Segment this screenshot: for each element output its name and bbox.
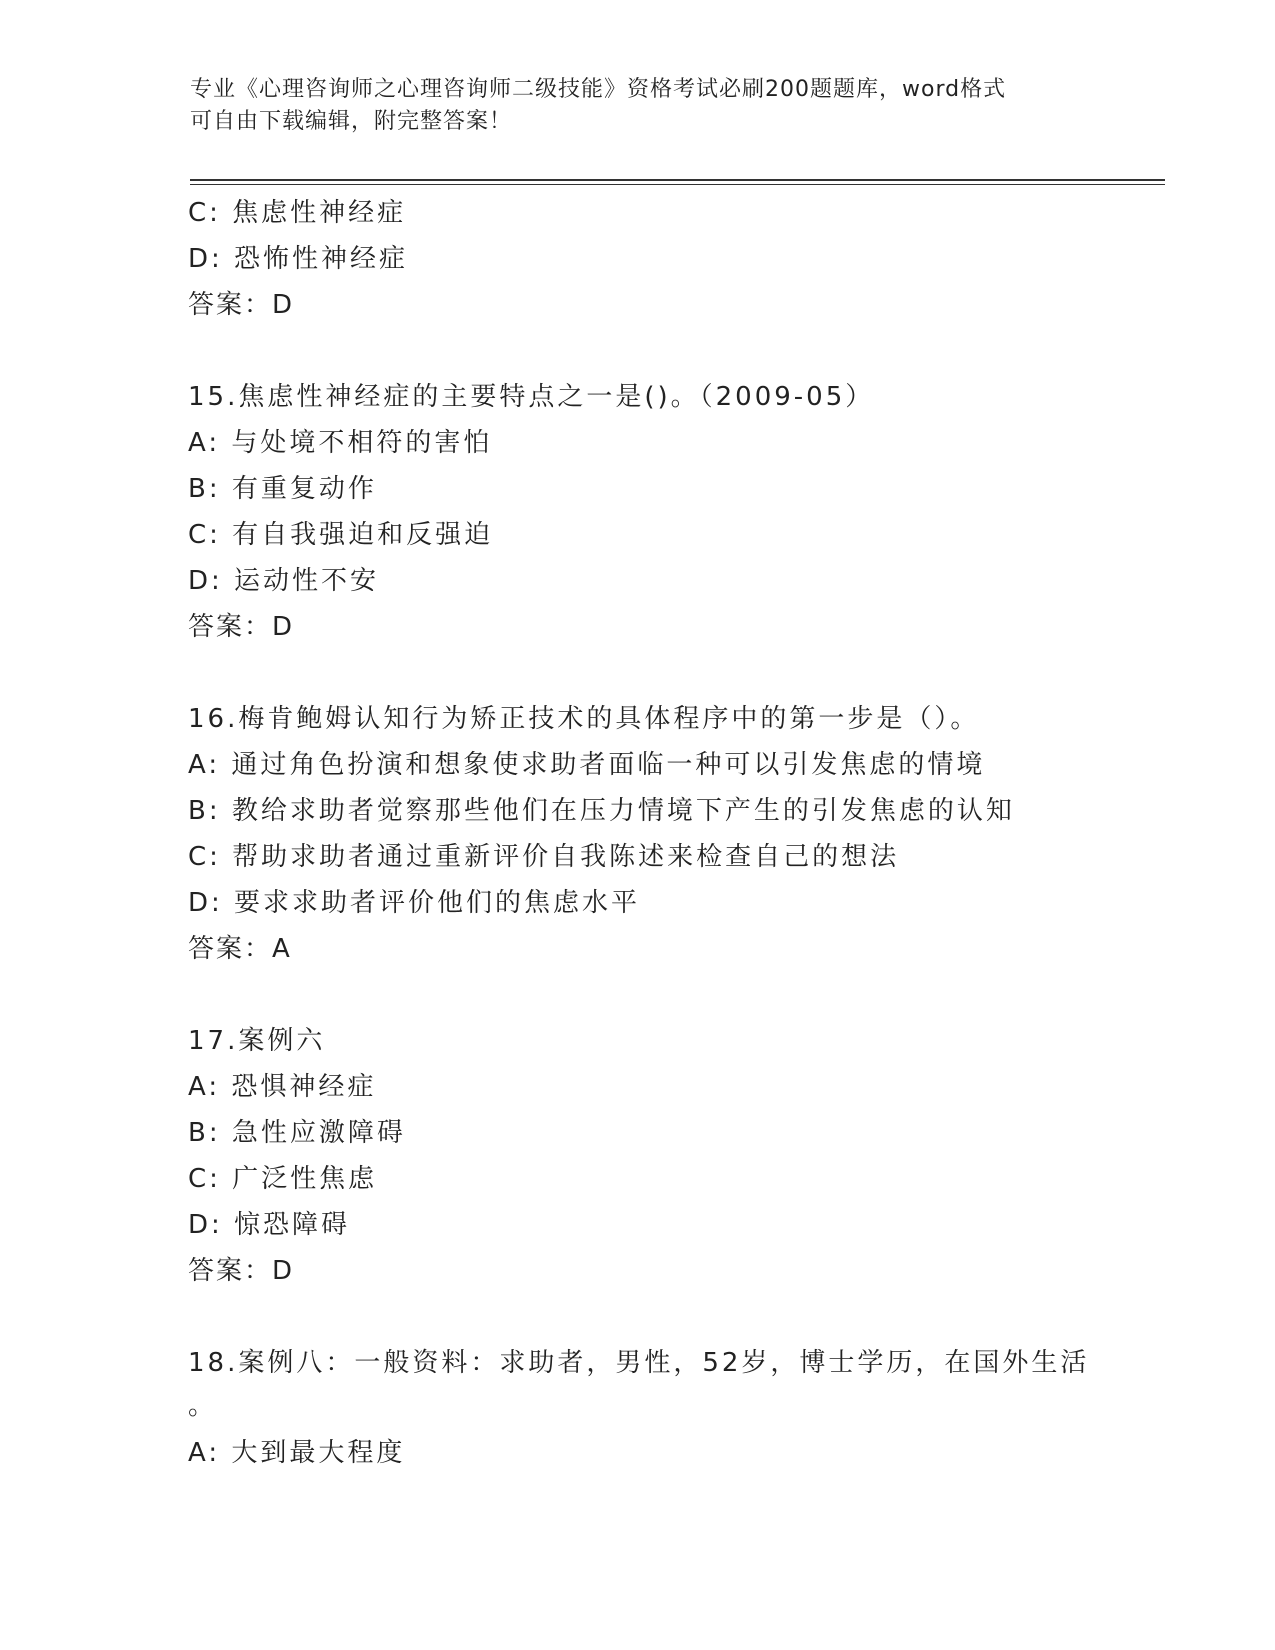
question-stem: 18.案例八：一般资料：求助者，男性，52岁，博士学历，在国外生活 <box>188 1348 1090 1378</box>
answer: 答案：D <box>188 1256 295 1286</box>
option-c: C: 有自我强迫和反强迫 <box>188 520 494 550</box>
option-d: D: 运动性不安 <box>188 566 380 596</box>
option-c: C: 广泛性焦虑 <box>188 1164 378 1194</box>
header-line-1: 专业《心理咨询师之心理咨询师二级技能》资格考试必刷200题题库，word格式 <box>190 77 1007 102</box>
option-d: D: 要求求助者评价他们的焦虑水平 <box>188 888 641 918</box>
question-15 <box>188 374 1188 650</box>
option-a: A: 与处境不相符的害怕 <box>188 428 493 458</box>
option-b: B: 有重复动作 <box>188 474 377 504</box>
option-c: C: 帮助求助者通过重新评价自我陈述来检查自己的想法 <box>188 842 900 872</box>
option-a: A: 恐惧神经症 <box>188 1072 377 1102</box>
option-d: D: 恐怖性神经症 <box>188 244 409 274</box>
question-stem: 17.案例六 <box>188 1026 326 1056</box>
option-a: A: 大到最大程度 <box>188 1438 406 1468</box>
option-d: D: 惊恐障碍 <box>188 1210 351 1240</box>
question-17 <box>188 1018 1188 1294</box>
question-14 <box>188 190 1188 328</box>
answer: 答案：A <box>188 934 292 964</box>
answer: 答案：D <box>188 612 295 642</box>
document-header <box>190 74 1090 138</box>
option-b: B: 教给求助者觉察那些他们在压力情境下产生的引发焦虑的认知 <box>188 796 1015 826</box>
header-rule-thin <box>190 184 1165 185</box>
option-a: A: 通过角色扮演和想象使求助者面临一种可以引发焦虑的情境 <box>188 750 986 780</box>
header-line-2: 可自由下载编辑，附完整答案！ <box>190 109 513 134</box>
spacer <box>188 972 1188 1018</box>
option-b: B: 急性应激障碍 <box>188 1118 406 1148</box>
question-stem-tail: 。 <box>188 1391 218 1421</box>
question-stem: 15.焦虑性神经症的主要特点之一是()。（2009-05） <box>188 382 875 412</box>
header-rule-thick <box>190 179 1165 181</box>
answer: 答案：D <box>188 290 295 320</box>
spacer <box>188 650 1188 696</box>
spacer <box>188 1294 1188 1340</box>
question-18 <box>188 1340 1188 1476</box>
spacer <box>188 328 1188 374</box>
question-list <box>188 190 1188 1476</box>
question-16 <box>188 696 1188 972</box>
option-c: C: 焦虑性神经症 <box>188 198 407 228</box>
question-stem: 16.梅肯鲍姆认知行为矫正技术的具体程序中的第一步是（）。 <box>188 704 980 734</box>
